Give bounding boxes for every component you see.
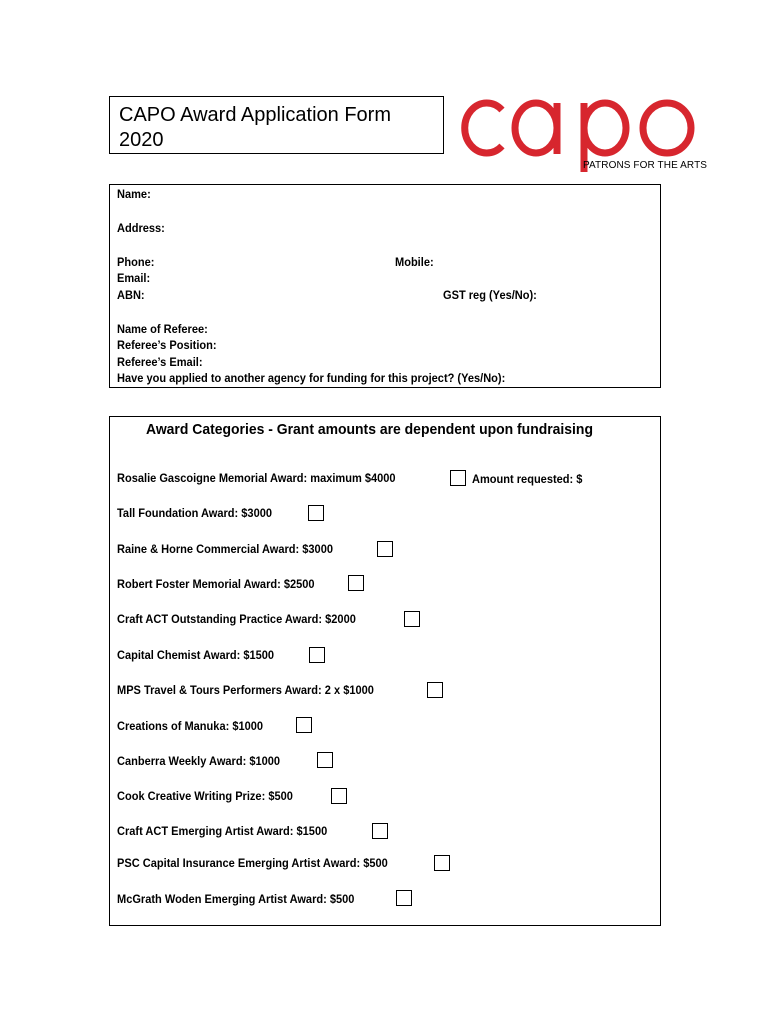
award-checkbox[interactable] [317,752,333,768]
referee-name-label: Name of Referee: [117,322,208,336]
award-checkbox[interactable] [396,890,412,906]
form-title-box [109,96,444,154]
award-checkbox[interactable] [450,470,466,486]
form-year: 2020 [119,129,164,151]
award-item: Rosalie Gascoigne Memorial Award: maximum $4000 [117,471,396,485]
award-checkbox[interactable] [331,788,347,804]
amount-requested-label: Amount requested: $ [472,472,583,486]
award-categories-heading: Award Categories - Grant amounts are dependent upon fundraising [146,421,593,438]
phone-label: Phone: [117,255,155,269]
abn-label: ABN: [117,288,145,302]
award-item: McGrath Woden Emerging Artist Award: $500 [117,892,355,906]
award-checkbox[interactable] [309,647,325,663]
award-item: Tall Foundation Award: $3000 [117,506,273,520]
award-checkbox[interactable] [372,823,388,839]
referee-position-label: Referee’s Position: [117,338,217,352]
award-categories-box [109,416,661,926]
award-checkbox[interactable] [427,682,443,698]
award-checkbox[interactable] [404,611,420,627]
award-item: Raine & Horne Commercial Award: $3000 [117,542,333,556]
email-label: Email: [117,271,151,285]
award-item: Capital Chemist Award: $1500 [117,648,275,662]
form-title: CAPO Award Application Form [119,104,391,126]
award-checkbox[interactable] [377,541,393,557]
award-checkbox[interactable] [308,505,324,521]
award-item: Cook Creative Writing Prize: $500 [117,789,293,803]
mobile-label: Mobile: [395,255,434,269]
award-item: Canberra Weekly Award: $1000 [117,754,281,768]
name-label: Name: [117,187,151,201]
award-checkbox[interactable] [434,855,450,871]
logo-tagline: PATRONS FOR THE ARTS [583,160,708,171]
award-item: PSC Capital Insurance Emerging Artist Award: $500 [117,856,388,870]
award-checkbox[interactable] [348,575,364,591]
award-checkbox[interactable] [296,717,312,733]
referee-email-label: Referee’s Email: [117,355,203,369]
gst-label: GST reg (Yes/No): [443,288,537,302]
award-item: Creations of Manuka: $1000 [117,719,264,733]
award-item: MPS Travel & Tours Performers Award: 2 x $1000 [117,683,374,697]
award-item: Craft ACT Emerging Artist Award: $1500 [117,824,328,838]
award-item: Craft ACT Outstanding Practice Award: $2000 [117,612,356,626]
other-agency-label: Have you applied to another agency for funding for this project? (Yes/No): [117,371,506,385]
award-item: Robert Foster Memorial Award: $2500 [117,577,315,591]
address-label: Address: [117,221,165,235]
